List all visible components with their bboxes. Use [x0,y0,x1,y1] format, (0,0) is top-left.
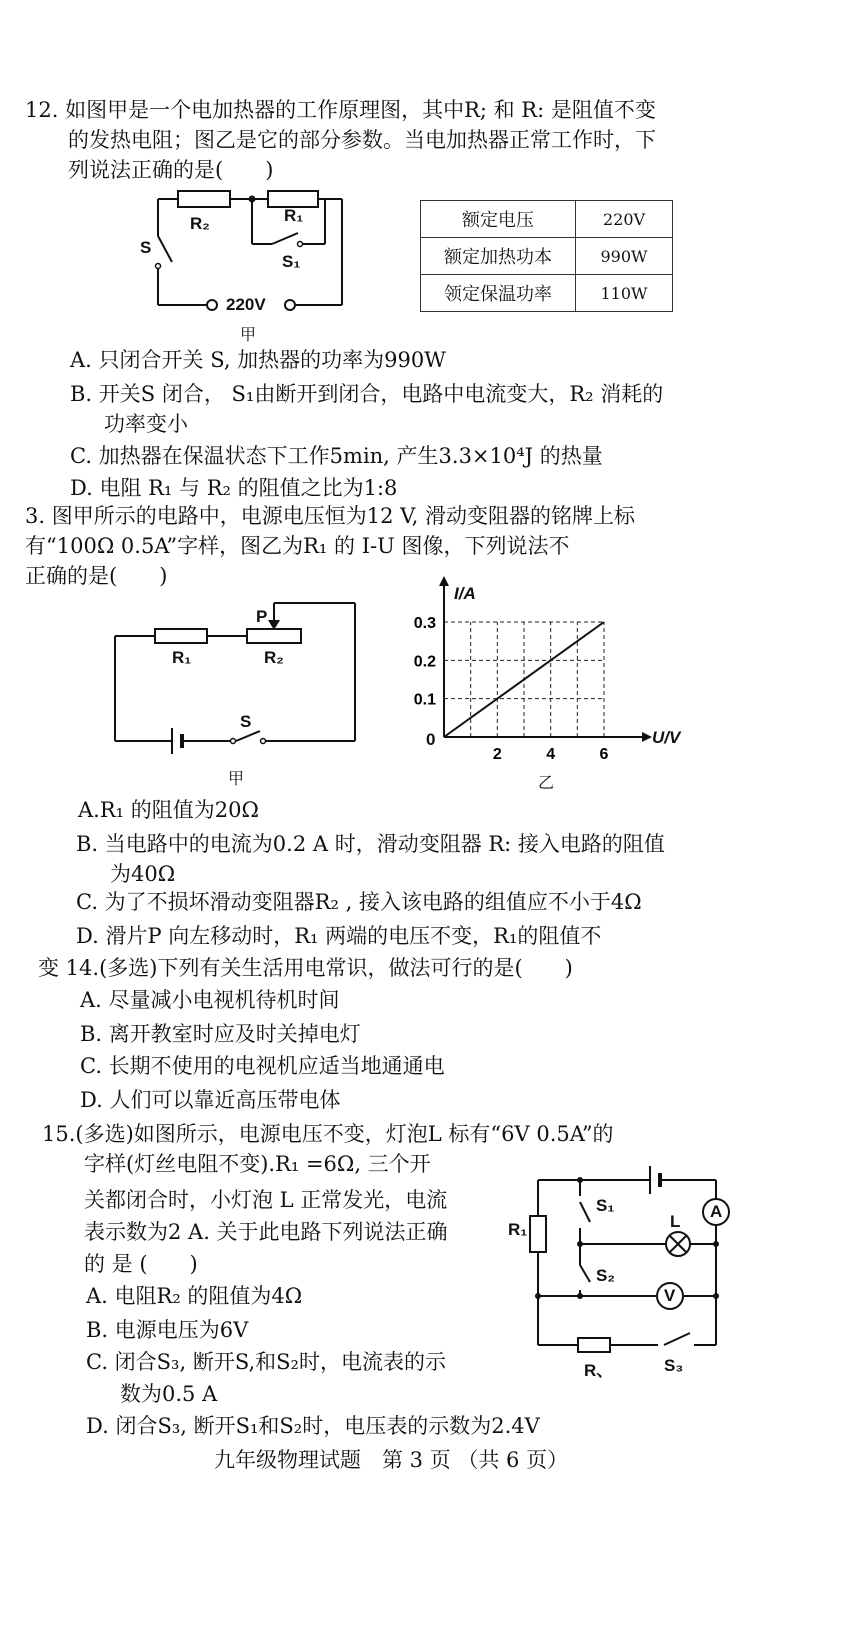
q12-option-b: B. 开关S 闭合， S₁由断开到闭合，电路中电流变大，R₂ 消耗的 [70,382,664,406]
q15-voltmeter-label: V [664,1286,676,1305]
param-name-cell: 领定保温功率 [421,275,576,312]
q15-s2-label: S₂ [596,1266,615,1285]
q15-r1-label: R₁ [508,1220,528,1239]
q13-option-d: D. 滑片P 向左移动时，R₁ 两端的电压不变，R₁的阻值不 [76,924,602,948]
q15-stem-line-5: 的 是 ( ) [84,1252,198,1276]
q12-stem-line-1: 12. 如图甲是一个电加热器的工作原理图，其中R; 和 R: 是阻值不变 [25,98,656,122]
x-tick-label: 2 [492,746,502,763]
q12-option-d: D. 电阻 R₁ 与 R₂ 的阻值之比为1:8 [70,476,398,500]
q13-r2-label: R₂ [264,648,284,667]
x-tick-label: 6 [599,746,609,763]
y-tick-label: 0.3 [413,615,436,632]
q15-stem-line-1: 15.(多选)如图所示，电源电压不变，灯泡L 标有“6V 0.5A”的 [42,1122,614,1146]
q13-stem-line-2: 有“100Ω 0.5A”字样，图乙为R₁ 的 I-U 图像，下列说法不 [25,534,570,558]
y-tick-label: 0.2 [413,653,436,671]
graph-y-axis-label: I/A [454,584,476,603]
q15-option-c: C. 闭合S₃, 断开S,和S₂时，电流表的示 [86,1350,446,1374]
q13-circuit-caption: 甲 [228,769,245,788]
q12-s-label: S [140,238,152,257]
q12-r1-label: R₁ [284,206,304,225]
q12-option-c: C. 加热器在保温状态下工作5min, 产生3.3×10⁴J 的热量 [70,444,603,468]
q12-option-a: A. 只闭合开关 S, 加热器的功率为990W [70,348,446,372]
q15-s3-label: S₃ [664,1356,684,1375]
q12-s1-label: S₁ [282,252,301,271]
q15-rx-label: R、 [584,1361,614,1380]
q13-option-b: B. 当电路中的电流为0.2 A 时，滑动变阻器 R: 接入电路的阻值 [76,832,665,856]
q15-stem-line-2: 字样(灯丝电阻不变).R₁ =6Ω, 三个开 [84,1152,431,1176]
graph-x-axis-label: U/V [652,728,681,747]
q13-graph-caption: 乙 [538,773,555,792]
q15-s1-label: S₁ [596,1196,615,1215]
q13-stem-line-3: 正确的是( ) [25,564,168,588]
q15-option-a: A. 电阻R₂ 的阻值为4Ω [86,1284,303,1308]
q15-option-b: B. 电源电压为6V [86,1318,249,1342]
param-name-cell: 额定加热功本 [421,238,576,275]
q13-p-label: P [256,607,268,626]
q12-stem-line-2: 的发热电阻；图乙是它的部分参数。当电加热器正常工作时，下 [68,128,656,152]
q13-option-b-cont: 为40Ω [110,862,176,886]
q12-stem-line-3: 列说法正确的是( ) [68,158,274,182]
q14-option-d: D. 人们可以靠近高压带电体 [80,1088,341,1112]
page-footer: 九年级物理试题 第 3 页 （共 6 页） [214,1448,569,1472]
q15-ammeter-label: A [710,1202,723,1221]
param-value-cell: 990W [576,238,673,275]
q13-option-c: C. 为了不损坏滑动变阻器R₂ , 接入该电路的组值应不小于4Ω [76,890,642,914]
param-value-cell: 220V [576,201,673,238]
q15-option-c-cont: 数为0.5 A [120,1382,218,1406]
q15-option-d: D. 闭合S₃, 断开S₁和S₂时，电压表的示数为2.4V [86,1414,540,1438]
q12-voltage-label: 220V [226,295,266,314]
q14-stem: 变 14.(多选)下列有关生活用电常识，做法可行的是( ) [38,956,573,980]
q15-stem-line-3: 关都闭合时，小灯泡 L 正常发光，电流 [84,1188,448,1212]
param-name-cell: 额定电压 [421,201,576,238]
q14-option-c: C. 长期不使用的电视机应适当地通通电 [80,1054,445,1078]
q14-option-a: A. 尽量减小电视机待机时间 [80,988,340,1012]
param-value-cell: 110W [576,275,673,312]
q13-r1-label: R₁ [172,648,192,667]
q12-figure-caption: 甲 [240,325,257,344]
q13-stem-line-1: 3. 图甲所示的电路中，电源电压恒为12 V, 滑动变阻器的铭牌上标 [25,504,635,528]
graph-origin-label: 0 [426,730,436,749]
y-tick-label: 0.1 [413,691,436,709]
q13-s-label: S [240,712,252,731]
q14-option-b: B. 离开教室时应及时关掉电灯 [80,1022,361,1046]
q13-option-a: A.R₁ 的阻值为20Ω [78,798,259,822]
q15-stem-line-4: 表示数为2 A. 关于此电路下列说法正确 [84,1220,448,1244]
x-tick-label: 4 [546,746,556,763]
q12-r2-label: R₂ [190,214,210,233]
q15-l-label: L [670,1212,681,1231]
q12-option-b-cont: 功率变小 [104,412,188,436]
